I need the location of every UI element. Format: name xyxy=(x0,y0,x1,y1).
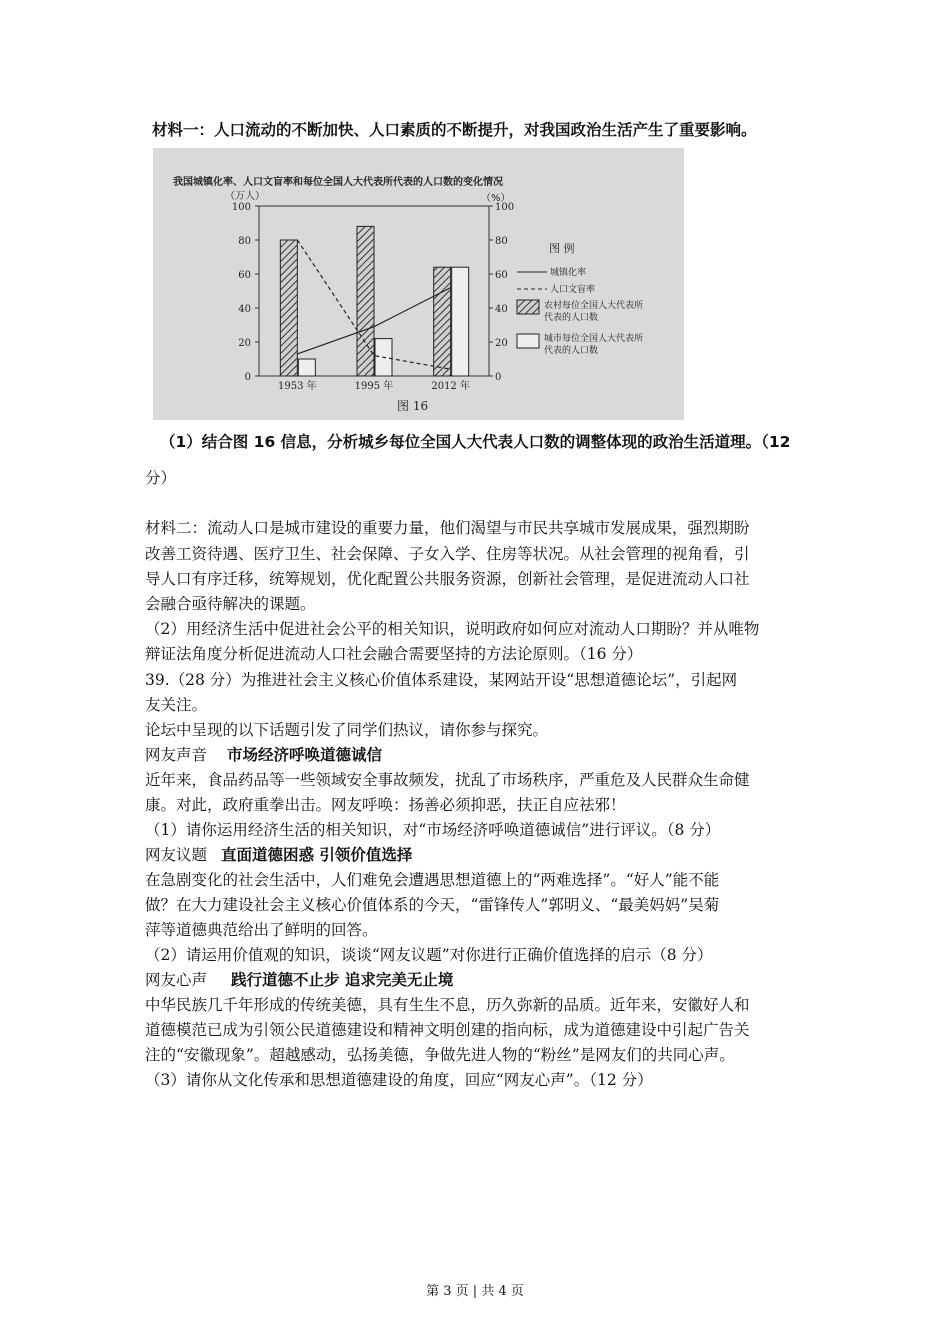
right-axis-tick-label: 80 xyxy=(495,236,508,247)
left-axis-tick-label: 60 xyxy=(238,270,251,281)
figure-16-chart xyxy=(153,148,684,420)
urban-representation-bar xyxy=(298,359,315,376)
topic-2-body-line: 萍等道德典范给出了鲜明的回答。 xyxy=(145,921,378,939)
material-two-line: 材料二：流动人口是城市建设的重要力量，他们渴望与市民共享城市发展成果，强烈期盼 xyxy=(145,519,750,537)
topic-2-body-line: 在急剧变化的社会生活中，人们难免会遭遇思想道德上的“两难选择”。“好人”能不能 xyxy=(145,871,720,889)
legend-urban-label-2: 代表的人口数 xyxy=(544,346,599,356)
right-axis-tick-label: 0 xyxy=(495,372,502,383)
material-two-line: 会融合亟待解决的课题。 xyxy=(145,595,316,613)
topic-1-body-line: 近年来，食品药品等一些领域安全事故频发，扰乱了市场秩序，严重危及人民群众生命健 xyxy=(145,771,750,789)
topic-3-label: 网友心声 xyxy=(145,971,208,989)
figure-caption: 图 16 xyxy=(397,399,429,413)
topic-2-label: 网友议题 xyxy=(145,846,208,864)
topic-2-title: 直面道德困惑 引领价值选择 xyxy=(221,845,413,864)
topic-2-body-line: 做？在大力建设社会主义核心价值体系的今天，“雷锋传人”郭明义、“最美妈妈”吴菊 xyxy=(145,896,720,914)
topic-3-body-line: 中华民族几千年形成的传统美德，具有生生不息，历久弥新的品质。近年来，安徽好人和 xyxy=(145,996,750,1014)
left-axis-tick-label: 100 xyxy=(231,202,251,213)
legend-rural-label-2: 代表的人口数 xyxy=(544,313,599,323)
topic-1-question: （1）请你运用经济生活的相关知识，对“市场经济呼唤道德诚信”进行评议。（8 分） xyxy=(145,821,721,839)
question-1-line-2: 分） xyxy=(145,469,177,487)
x-axis-tick-label: 1995 年 xyxy=(354,381,394,392)
question-2-line: 辩证法角度分析促进流动人口社会融合需要坚持的方法论原则。（16 分） xyxy=(145,645,643,663)
legend-urban-swatch xyxy=(517,334,539,348)
question-1-line-1: （1）结合图 16 信息，分析城乡每位全国人大代表人口数的调整体现的政治生活道理。（12 xyxy=(160,433,791,451)
right-axis-tick-label: 20 xyxy=(495,338,508,349)
x-axis-tick-label: 2012 年 xyxy=(431,381,470,392)
question-39-line: 39.（28 分）为推进社会主义核心价值体系建设，某网站开设“思想道德论坛”，引起网 xyxy=(145,671,738,689)
right-axis-label: （%） xyxy=(481,193,511,204)
question-39-line: 论坛中呈现的以下话题引发了同学们热议，请你参与探究。 xyxy=(145,721,549,739)
topic-2-question: （2）请运用价值观的知识，谈谈“网友议题”对你进行正确价值选择的启示（8 分） xyxy=(145,946,713,964)
left-axis-tick-label: 20 xyxy=(238,338,251,349)
topic-2-heading xyxy=(145,845,412,865)
topic-3-title: 践行道德不止步 追求完美无止境 xyxy=(231,970,454,989)
legend-illiteracy-label: 人口文盲率 xyxy=(550,285,596,295)
right-axis-tick-label: 60 xyxy=(495,270,508,281)
page-footer: 第 3 页 | 共 4 页 xyxy=(426,1284,524,1299)
chart-title: 我国城镇化率、人口文盲率和每位全国人大代表所代表的人口数的变化情况 xyxy=(173,177,503,188)
rural-representation-bar xyxy=(357,226,374,376)
right-axis-tick-label: 100 xyxy=(495,202,515,213)
urban-representation-bar xyxy=(452,267,469,376)
legend-urbanization-label: 城镇化率 xyxy=(550,268,587,278)
rural-representation-bar xyxy=(280,240,297,376)
left-axis-tick-label: 80 xyxy=(238,236,251,247)
material-one-text: 材料一：人口流动的不断加快、人口素质的不断提升，对我国政治生活产生了重要影响。 xyxy=(152,121,757,139)
material-two-line: 改善工资待遇、医疗卫生、社会保障、子女入学、住房等状况。从社会管理的视角看，引 xyxy=(145,545,750,563)
legend-urban-label-1: 城市每位全国人大代表所 xyxy=(544,334,644,344)
topic-1-title: 市场经济呼唤道德诚信 xyxy=(227,745,383,764)
topic-1-label: 网友声音 xyxy=(145,746,208,764)
topic-1-body-line: 康。对此，政府重拳出击。网友呼唤：扬善必须抑恶，扶正自应祛邪！ xyxy=(145,796,626,814)
topic-3-heading xyxy=(145,970,453,990)
left-axis-tick-label: 0 xyxy=(244,372,251,383)
left-axis-tick-label: 40 xyxy=(238,304,251,315)
material-two-line: 导人口有序迁移，统筹规划，优化配置公共服务资源，创新社会管理，是促进流动人口社 xyxy=(145,570,750,588)
topic-3-question: （3）请你从文化传承和思想道德建设的角度，回应“网友心声”。（12 分） xyxy=(145,1071,653,1089)
left-axis-label: （万人） xyxy=(225,191,265,202)
topic-3-body-line: 注的“安徽现象”。超越感动，弘扬美德，争做先进人物的“粉丝”是网友们的共同心声。 xyxy=(145,1046,735,1064)
topic-3-body-line: 道德模范已成为引领公民道德建设和精神文明创建的指向标，成为道德建设中引起广告关 xyxy=(145,1021,750,1039)
question-2-line: （2）用经济生活中促进社会公平的相关知识，说明政府如何应对流动人口期盼？并从唯物 xyxy=(145,620,760,638)
right-axis-tick-label: 40 xyxy=(495,304,508,315)
x-axis-tick-label: 1953 年 xyxy=(278,381,317,392)
legend-rural-swatch xyxy=(517,300,539,314)
legend-title: 图 例 xyxy=(549,242,575,255)
topic-1-heading xyxy=(145,745,382,765)
legend-rural-label-1: 农村每位全国人大代表所 xyxy=(544,301,644,311)
question-39-line: 友关注。 xyxy=(145,696,208,714)
rural-representation-bar xyxy=(434,267,451,376)
